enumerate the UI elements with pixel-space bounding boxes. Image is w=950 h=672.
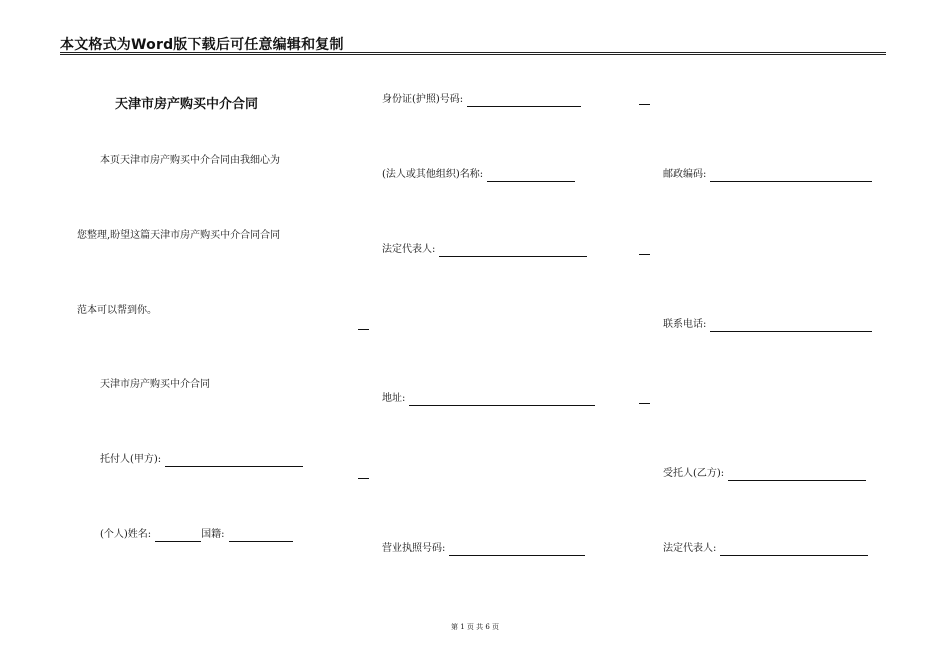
license-number-field bbox=[382, 542, 585, 556]
header-divider bbox=[60, 52, 886, 55]
agent-party-label: 受托人(乙方): bbox=[663, 468, 725, 479]
individual-name-label: (个人)姓名: bbox=[100, 529, 152, 540]
id-number-label: 身份证(护照)号码: bbox=[382, 94, 464, 105]
separator-dash bbox=[639, 104, 650, 105]
legal-rep-input-line-right[interactable] bbox=[720, 545, 868, 556]
client-party-label: 托付人(甲方): bbox=[100, 454, 162, 465]
id-number-field bbox=[382, 93, 581, 107]
header-title: 本文格式为Word版下载后可任意编辑和复制 bbox=[60, 37, 344, 53]
intro-line-3: 范本可以帮到你。 bbox=[77, 305, 157, 316]
phone-input-line[interactable] bbox=[710, 321, 872, 332]
postal-code-input-line[interactable] bbox=[710, 171, 872, 182]
address-input-line[interactable] bbox=[409, 395, 595, 406]
phone-label: 联系电话: bbox=[663, 319, 707, 330]
page-number: 第 1 页 共 6 页 bbox=[450, 623, 500, 631]
legal-rep-field-right bbox=[663, 542, 868, 556]
nationality-label: 国籍: bbox=[201, 529, 225, 540]
phone-field bbox=[663, 318, 872, 332]
agent-party-input-line[interactable] bbox=[728, 470, 866, 481]
legal-rep-label-middle: 法定代表人: bbox=[382, 244, 436, 255]
document-title: 天津市房产购买中介合同 bbox=[115, 97, 259, 112]
address-field bbox=[382, 392, 595, 406]
separator-dash bbox=[639, 254, 650, 255]
nationality-input-line[interactable] bbox=[229, 531, 293, 542]
postal-code-field bbox=[663, 168, 872, 182]
separator-dash bbox=[358, 478, 369, 479]
address-label: 地址: bbox=[382, 393, 406, 404]
client-party-field bbox=[100, 453, 303, 467]
individual-name-field bbox=[100, 528, 293, 542]
org-name-input-line[interactable] bbox=[487, 171, 575, 182]
legal-rep-label-right: 法定代表人: bbox=[663, 543, 717, 554]
separator-dash bbox=[358, 329, 369, 330]
legal-rep-field-middle bbox=[382, 243, 587, 257]
agent-party-field bbox=[663, 467, 866, 481]
intro-line-2: 您整理,盼望这篇天津市房产购买中介合同合同 bbox=[77, 230, 281, 241]
client-party-input-line[interactable] bbox=[165, 456, 303, 467]
license-number-input-line[interactable] bbox=[449, 545, 585, 556]
separator-dash bbox=[639, 403, 650, 404]
individual-name-input-line[interactable] bbox=[155, 531, 201, 542]
legal-rep-input-line-middle[interactable] bbox=[439, 246, 587, 257]
license-number-label: 营业执照号码: bbox=[382, 543, 446, 554]
id-number-input-line[interactable] bbox=[467, 96, 581, 107]
contract-subtitle: 天津市房产购买中介合同 bbox=[100, 379, 210, 390]
org-name-label: (法人或其他组织)名称: bbox=[382, 169, 484, 180]
org-name-field bbox=[382, 168, 575, 182]
postal-code-label: 邮政编码: bbox=[663, 169, 707, 180]
intro-line-1: 本页天津市房产购买中介合同由我细心为 bbox=[100, 155, 280, 166]
